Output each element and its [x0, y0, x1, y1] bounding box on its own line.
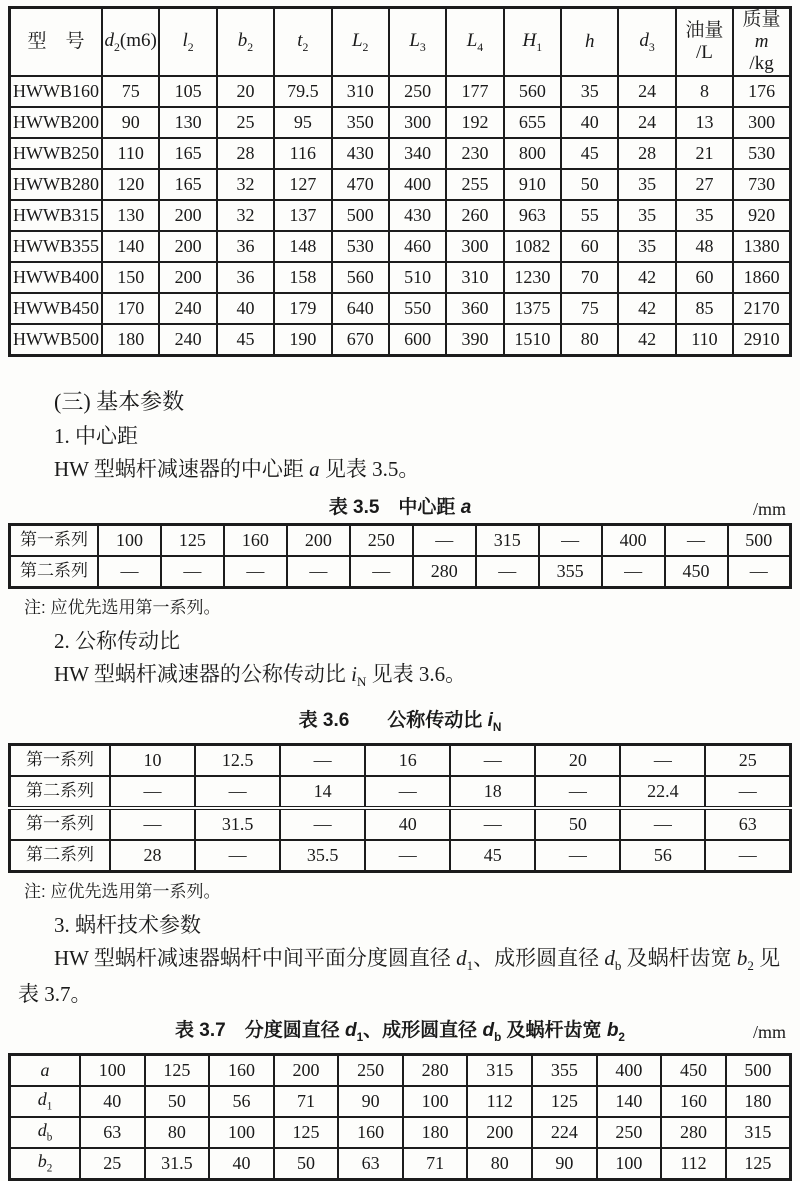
data-cell: 160 [661, 1086, 726, 1117]
data-cell: — [365, 776, 450, 808]
table-3-5-unit-label: /mm [752, 498, 786, 519]
data-cell: 1230 [504, 262, 561, 293]
data-cell: 100 [209, 1117, 274, 1148]
data-cell: 70 [561, 262, 618, 293]
data-cell: 180 [403, 1117, 468, 1148]
table-row [10, 524, 791, 556]
data-cell: 560 [332, 262, 389, 293]
row-header-cell: $d_1$ [10, 1086, 81, 1117]
data-cell: 340 [389, 138, 446, 169]
data-cell: 125 [532, 1086, 597, 1117]
data-cell: 310 [332, 76, 389, 107]
table-3-5-center-distance [8, 523, 792, 589]
header-cell: $L_3$ [389, 8, 446, 76]
data-cell: 125 [274, 1117, 339, 1148]
data-cell: — [665, 524, 728, 556]
header-row [10, 8, 791, 76]
data-cell: 390 [446, 324, 503, 356]
data-cell: 125 [726, 1148, 791, 1180]
table-3-7-caption-row [8, 1019, 792, 1050]
data-cell: 160 [209, 1054, 274, 1086]
data-cell: 75 [561, 293, 618, 324]
data-cell: 530 [332, 231, 389, 262]
header-cell: 质量 m /kg [733, 8, 790, 76]
paragraph-worm-parameters: HW 型蜗杆减速器蜗杆中间平面分度圆直径 $d_1$、成形圆直径 $d_b$ 及蜗杆齿宽 $b_2$ 见表 3.7。 [18, 945, 781, 1006]
data-cell: 250 [338, 1054, 403, 1086]
data-cell: 430 [332, 138, 389, 169]
data-cell: 80 [561, 324, 618, 356]
data-cell: 148 [274, 231, 331, 262]
data-cell: 400 [597, 1054, 662, 1086]
data-cell: 500 [332, 200, 389, 231]
data-cell: 80 [145, 1117, 210, 1148]
data-cell: 40 [209, 1148, 274, 1180]
data-cell: — [728, 556, 791, 588]
data-cell: 56 [620, 840, 705, 872]
data-cell: 90 [102, 107, 159, 138]
row-header-cell: HWWB500 [10, 324, 103, 356]
data-cell: 35 [561, 76, 618, 107]
data-cell: 60 [676, 262, 733, 293]
row-header-cell: 第二系列 [10, 556, 99, 588]
table-3-7-worm-diameters [8, 1053, 792, 1181]
data-cell: 158 [274, 262, 331, 293]
table-3-6-caption-row [8, 709, 792, 740]
data-cell: 13 [676, 107, 733, 138]
data-cell: 350 [332, 107, 389, 138]
data-cell: 200 [159, 200, 216, 231]
subsection-heading-transmission-ratio: 2. 公称传动比 [54, 628, 180, 653]
data-cell: 355 [532, 1054, 597, 1086]
data-cell: 250 [350, 524, 413, 556]
data-cell: 177 [446, 76, 503, 107]
data-cell: 920 [733, 200, 790, 231]
data-cell: 36 [217, 262, 274, 293]
data-cell: 120 [102, 169, 159, 200]
data-cell: 24 [618, 76, 675, 107]
data-cell: 200 [159, 231, 216, 262]
data-cell: 112 [467, 1086, 532, 1117]
data-cell: 100 [597, 1148, 662, 1180]
table-row [10, 840, 791, 872]
data-cell: 32 [217, 200, 274, 231]
data-cell: — [535, 776, 620, 808]
table-3-6-note: 注: 应优先选用第一系列。 [24, 881, 221, 901]
data-cell: 27 [676, 169, 733, 200]
data-cell: 50 [145, 1086, 210, 1117]
data-cell: 315 [476, 524, 539, 556]
data-cell: — [350, 556, 413, 588]
data-cell: 500 [728, 524, 791, 556]
data-cell: 1510 [504, 324, 561, 356]
row-header-cell: $d_b$ [10, 1117, 81, 1148]
data-cell: 25 [705, 744, 790, 776]
header-cell: h [561, 8, 618, 76]
data-cell: 160 [224, 524, 287, 556]
data-cell: 1380 [733, 231, 790, 262]
table-3-6-transmission-ratio [8, 743, 792, 873]
data-cell: 200 [467, 1117, 532, 1148]
data-cell: 28 [217, 138, 274, 169]
data-cell: 200 [274, 1054, 339, 1086]
data-cell: 45 [217, 324, 274, 356]
table-row [10, 1148, 791, 1180]
data-cell: 655 [504, 107, 561, 138]
table-row [10, 1054, 791, 1086]
data-cell: 400 [389, 169, 446, 200]
row-header-cell: HWWB250 [10, 138, 103, 169]
data-cell: 55 [561, 200, 618, 231]
data-cell: 21 [676, 138, 733, 169]
data-cell: 63 [80, 1117, 145, 1148]
data-cell: — [280, 808, 365, 840]
table-row [10, 1086, 791, 1117]
data-cell: 42 [618, 293, 675, 324]
data-cell: 40 [80, 1086, 145, 1117]
data-cell: 255 [446, 169, 503, 200]
data-cell: 315 [726, 1117, 791, 1148]
data-cell: 40 [561, 107, 618, 138]
section-heading-basic-params: (三) 基本参数 [54, 388, 185, 414]
data-cell: — [161, 556, 224, 588]
data-cell: 125 [145, 1054, 210, 1086]
data-cell: 36 [217, 231, 274, 262]
data-cell: 40 [217, 293, 274, 324]
row-header-cell: HWWB160 [10, 76, 103, 107]
data-cell: 550 [389, 293, 446, 324]
data-cell: 16 [365, 744, 450, 776]
subsection-heading-worm-parameters: 3. 蜗杆技术参数 [54, 912, 201, 937]
row-header-cell: HWWB450 [10, 293, 103, 324]
data-cell: 140 [102, 231, 159, 262]
data-cell: 63 [705, 808, 790, 840]
row-header-cell: 第一系列 [10, 744, 111, 776]
data-cell: 192 [446, 107, 503, 138]
header-cell: $L_4$ [446, 8, 503, 76]
data-cell: 470 [332, 169, 389, 200]
data-cell: — [539, 524, 602, 556]
data-cell: 355 [539, 556, 602, 588]
row-header-cell: 第一系列 [10, 524, 99, 556]
data-cell: 165 [159, 138, 216, 169]
data-cell: 2910 [733, 324, 790, 356]
data-cell: 400 [602, 524, 665, 556]
data-cell: 25 [80, 1148, 145, 1180]
header-cell: $l_2$ [159, 8, 216, 76]
data-cell: 60 [561, 231, 618, 262]
data-cell: 250 [389, 76, 446, 107]
data-cell: 12.5 [195, 744, 280, 776]
row-header-cell: HWWB315 [10, 200, 103, 231]
data-cell: 42 [618, 262, 675, 293]
table-row [10, 200, 791, 231]
row-header-cell: 第一系列 [10, 808, 111, 840]
table-row [10, 324, 791, 356]
data-cell: 240 [159, 324, 216, 356]
data-cell: 300 [733, 107, 790, 138]
data-cell: — [195, 776, 280, 808]
data-cell: 10 [110, 744, 195, 776]
table-row [10, 169, 791, 200]
data-cell: 45 [450, 840, 535, 872]
data-cell: 25 [217, 107, 274, 138]
data-cell: 160 [338, 1117, 403, 1148]
table-3-7-unit-label: /mm [752, 1021, 786, 1042]
data-cell: 35 [618, 169, 675, 200]
row-header-cell: HWWB400 [10, 262, 103, 293]
data-cell: 510 [389, 262, 446, 293]
data-cell: 300 [389, 107, 446, 138]
data-cell: 50 [274, 1148, 339, 1180]
data-cell: 31.5 [145, 1148, 210, 1180]
header-cell: $L_2$ [332, 8, 389, 76]
data-cell: — [535, 840, 620, 872]
data-cell: 176 [733, 76, 790, 107]
data-cell: 315 [467, 1054, 532, 1086]
data-cell: 179 [274, 293, 331, 324]
data-cell: 20 [217, 76, 274, 107]
table-row [10, 776, 791, 808]
data-cell: 240 [159, 293, 216, 324]
row-header-cell: 第二系列 [10, 840, 111, 872]
data-cell: 90 [532, 1148, 597, 1180]
data-cell: — [413, 524, 476, 556]
data-cell: 165 [159, 169, 216, 200]
data-cell: 63 [338, 1148, 403, 1180]
table-row [10, 138, 791, 169]
data-cell: — [195, 840, 280, 872]
data-cell: — [287, 556, 350, 588]
data-cell: 280 [403, 1054, 468, 1086]
data-cell: 35.5 [280, 840, 365, 872]
data-cell: 460 [389, 231, 446, 262]
data-cell: 42 [618, 324, 675, 356]
data-cell: 35 [618, 231, 675, 262]
data-cell: — [224, 556, 287, 588]
data-cell: 130 [102, 200, 159, 231]
data-cell: — [705, 840, 790, 872]
data-cell: 75 [102, 76, 159, 107]
table-3-7-caption: 表 3.7 分度圆直径 $d_1$、成形圆直径 $d_b$ 及蜗杆齿宽 $b_2$ [175, 1019, 625, 1044]
data-cell: 180 [102, 324, 159, 356]
table-row [10, 293, 791, 324]
header-cell: $d_3$ [618, 8, 675, 76]
data-cell: 35 [676, 200, 733, 231]
data-cell: 640 [332, 293, 389, 324]
data-cell: 730 [733, 169, 790, 200]
data-cell: — [110, 808, 195, 840]
data-cell: 71 [274, 1086, 339, 1117]
data-cell: 260 [446, 200, 503, 231]
data-cell: 600 [389, 324, 446, 356]
data-cell: 190 [274, 324, 331, 356]
data-cell: 130 [159, 107, 216, 138]
data-cell: 18 [450, 776, 535, 808]
data-cell: 85 [676, 293, 733, 324]
data-cell: 125 [161, 524, 224, 556]
table-row [10, 744, 791, 776]
data-cell: 170 [102, 293, 159, 324]
data-cell: 79.5 [274, 76, 331, 107]
data-cell: — [450, 808, 535, 840]
data-cell: — [110, 776, 195, 808]
table-row [10, 76, 791, 107]
header-cell: 型 号 [10, 8, 103, 76]
header-cell: $d_2(m6)$ [102, 8, 159, 76]
data-cell: 1082 [504, 231, 561, 262]
data-cell: 14 [280, 776, 365, 808]
table-3-5-caption: 表 3.5 中心距 a [328, 496, 472, 518]
data-cell: 560 [504, 76, 561, 107]
data-cell: — [620, 744, 705, 776]
data-cell: 230 [446, 138, 503, 169]
data-cell: — [602, 556, 665, 588]
row-header-cell: HWWB280 [10, 169, 103, 200]
table-row [10, 231, 791, 262]
data-cell: 100 [98, 524, 161, 556]
row-header-cell: a [10, 1054, 81, 1086]
data-cell: 110 [676, 324, 733, 356]
paragraph-transmission-ratio: HW 型蜗杆减速器的公称传动比 $i_N$ 见表 3.6。 [54, 661, 467, 689]
data-cell: 910 [504, 169, 561, 200]
data-cell: 35 [618, 200, 675, 231]
table-3-6-caption: 表 3.6 公称传动比 $i_N$ [298, 709, 502, 734]
data-cell: 250 [597, 1117, 662, 1148]
data-cell: — [98, 556, 161, 588]
data-cell: 224 [532, 1117, 597, 1148]
data-cell: 150 [102, 262, 159, 293]
data-cell: 280 [413, 556, 476, 588]
data-cell: 105 [159, 76, 216, 107]
data-cell: 300 [446, 231, 503, 262]
subsection-heading-center-distance: 1. 中心距 [54, 423, 138, 448]
data-cell: 28 [618, 138, 675, 169]
data-cell: — [365, 840, 450, 872]
data-cell: 45 [561, 138, 618, 169]
data-cell: 2170 [733, 293, 790, 324]
data-cell: 50 [561, 169, 618, 200]
data-cell: 280 [661, 1117, 726, 1148]
data-cell: 450 [661, 1054, 726, 1086]
data-cell: 31.5 [195, 808, 280, 840]
row-header-cell: 第二系列 [10, 776, 111, 808]
table-3-5-caption-row [8, 496, 792, 520]
data-cell: 80 [467, 1148, 532, 1180]
data-cell: 110 [102, 138, 159, 169]
paragraph-center-distance: HW 型蜗杆减速器的中心距 a 见表 3.5。 [54, 456, 420, 481]
data-cell: 40 [365, 808, 450, 840]
data-cell: 116 [274, 138, 331, 169]
table-3-5-note: 注: 应优先选用第一系列。 [24, 597, 221, 617]
table-row [10, 556, 791, 588]
data-cell: — [450, 744, 535, 776]
hwwb-dimensions-table [8, 6, 792, 357]
data-cell: 50 [535, 808, 620, 840]
data-cell: 430 [389, 200, 446, 231]
data-cell: 112 [661, 1148, 726, 1180]
header-cell: $t_2$ [274, 8, 331, 76]
data-cell: — [705, 776, 790, 808]
data-cell: 127 [274, 169, 331, 200]
table-row [10, 262, 791, 293]
header-cell: $b_2$ [217, 8, 274, 76]
data-cell: 140 [597, 1086, 662, 1117]
data-cell: 450 [665, 556, 728, 588]
data-cell: 24 [618, 107, 675, 138]
data-cell: 963 [504, 200, 561, 231]
data-cell: 500 [726, 1054, 791, 1086]
data-cell: 71 [403, 1148, 468, 1180]
table-row [10, 808, 791, 840]
data-cell: 56 [209, 1086, 274, 1117]
data-cell: 22.4 [620, 776, 705, 808]
data-cell: 360 [446, 293, 503, 324]
table-row [10, 107, 791, 138]
header-cell: 油量 /L [676, 8, 733, 76]
data-cell: 90 [338, 1086, 403, 1117]
data-cell: 530 [733, 138, 790, 169]
data-cell: 137 [274, 200, 331, 231]
data-cell: 200 [287, 524, 350, 556]
data-cell: 100 [403, 1086, 468, 1117]
data-cell: — [280, 744, 365, 776]
data-cell: — [476, 556, 539, 588]
data-cell: 200 [159, 262, 216, 293]
row-header-cell: HWWB355 [10, 231, 103, 262]
data-cell: 670 [332, 324, 389, 356]
data-cell: 48 [676, 231, 733, 262]
data-cell: 180 [726, 1086, 791, 1117]
data-cell: 100 [80, 1054, 145, 1086]
data-cell: 20 [535, 744, 620, 776]
data-cell: 1375 [504, 293, 561, 324]
data-cell: 32 [217, 169, 274, 200]
data-cell: 310 [446, 262, 503, 293]
data-cell: 95 [274, 107, 331, 138]
header-cell: $H_1$ [504, 8, 561, 76]
data-cell: 800 [504, 138, 561, 169]
row-header-cell: $b_2$ [10, 1148, 81, 1180]
data-cell: — [620, 808, 705, 840]
data-cell: 28 [110, 840, 195, 872]
data-cell: 8 [676, 76, 733, 107]
table-row [10, 1117, 791, 1148]
data-cell: 1860 [733, 262, 790, 293]
row-header-cell: HWWB200 [10, 107, 103, 138]
